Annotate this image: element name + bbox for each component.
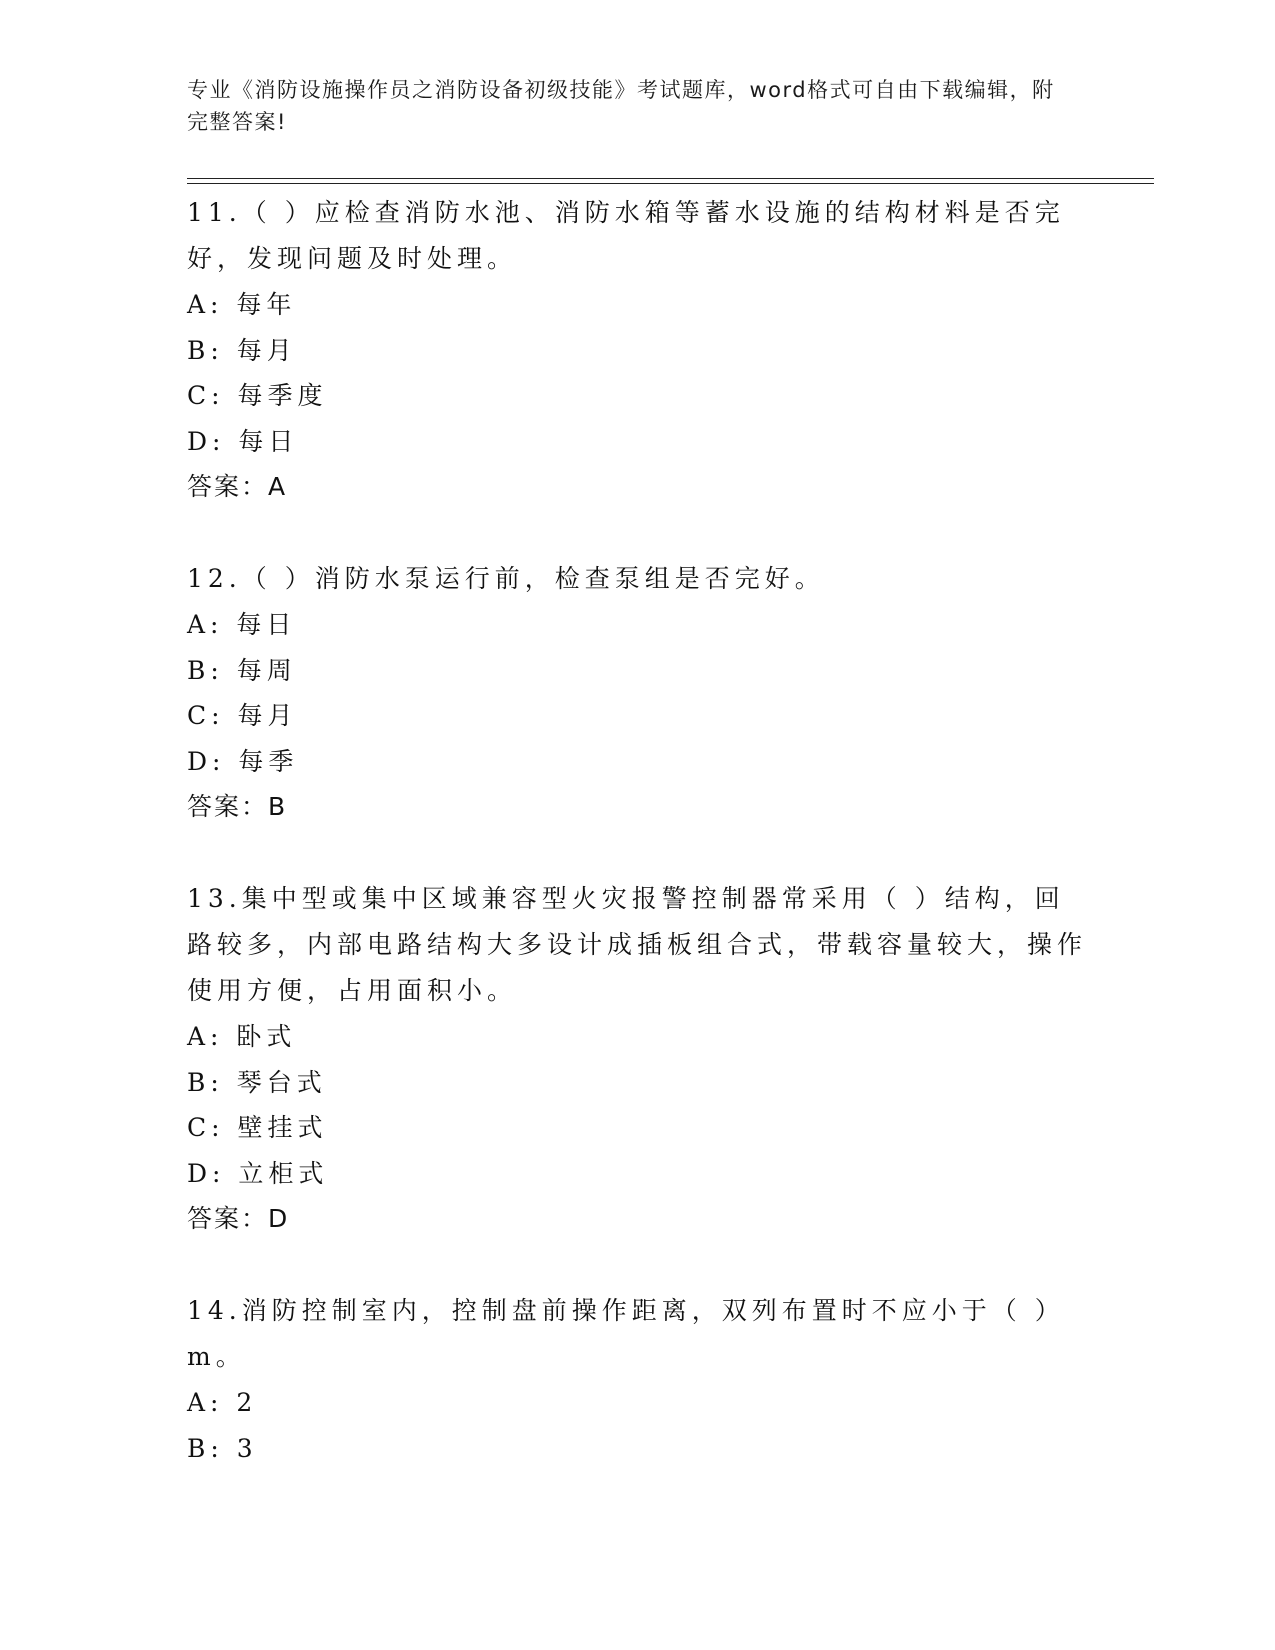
option-a: A: 每日: [187, 610, 297, 639]
option-b: B: 每月: [187, 335, 297, 365]
answer: 答案：B: [187, 792, 288, 821]
option-a: A: 2: [187, 1388, 258, 1417]
question-13: [187, 874, 1087, 1242]
question-text: 12.（ ）消防水泵运行前，检查泵组是否完好。: [187, 564, 825, 593]
option-a: A: 卧式: [187, 1022, 297, 1051]
option-b: B: 琴台式: [187, 1067, 327, 1097]
question-spacer: [187, 510, 1087, 554]
header-rule-bottom: [187, 183, 1154, 184]
question-spacer: [187, 1242, 1087, 1286]
question-list: [187, 188, 1087, 1471]
question-11: [187, 188, 1087, 510]
question-text: 13.集中型或集中区域兼容型火灾报警控制器常采用（ ）结构，回路较多，内部电路结构大多设计成插板组合式，带载容量较大，操作使用方便，占用面积小。: [187, 884, 1088, 1005]
answer: 答案：A: [187, 472, 288, 501]
option-a: A: 每年: [187, 290, 297, 319]
question-text: 11.（ ）应检查消防水池、消防水箱等蓄水设施的结构材料是否完好，发现问题及时处理。: [187, 198, 1065, 273]
question-14: [187, 1286, 1087, 1471]
option-c: C: 每月: [187, 701, 298, 730]
option-d: D: 每日: [187, 426, 299, 456]
option-c: C: 壁挂式: [187, 1113, 328, 1142]
option-d: D: 每季: [187, 746, 299, 776]
option-d: D: 立柜式: [187, 1158, 329, 1188]
question-12: [187, 554, 1087, 830]
option-b: B: 每周: [187, 655, 297, 685]
answer: 答案：D: [187, 1204, 290, 1233]
header-rule-top: [187, 178, 1154, 179]
question-text: 14.消防控制室内，控制盘前操作距离，双列布置时不应小于（ ）m。: [187, 1296, 1065, 1371]
option-b: B: 3: [187, 1433, 258, 1463]
question-spacer: [187, 830, 1087, 874]
document-header: 专业《消防设施操作员之消防设备初级技能》考试题库，word格式可自由下载编辑，附完整答案!: [187, 78, 1055, 134]
option-c: C: 每季度: [187, 381, 328, 410]
